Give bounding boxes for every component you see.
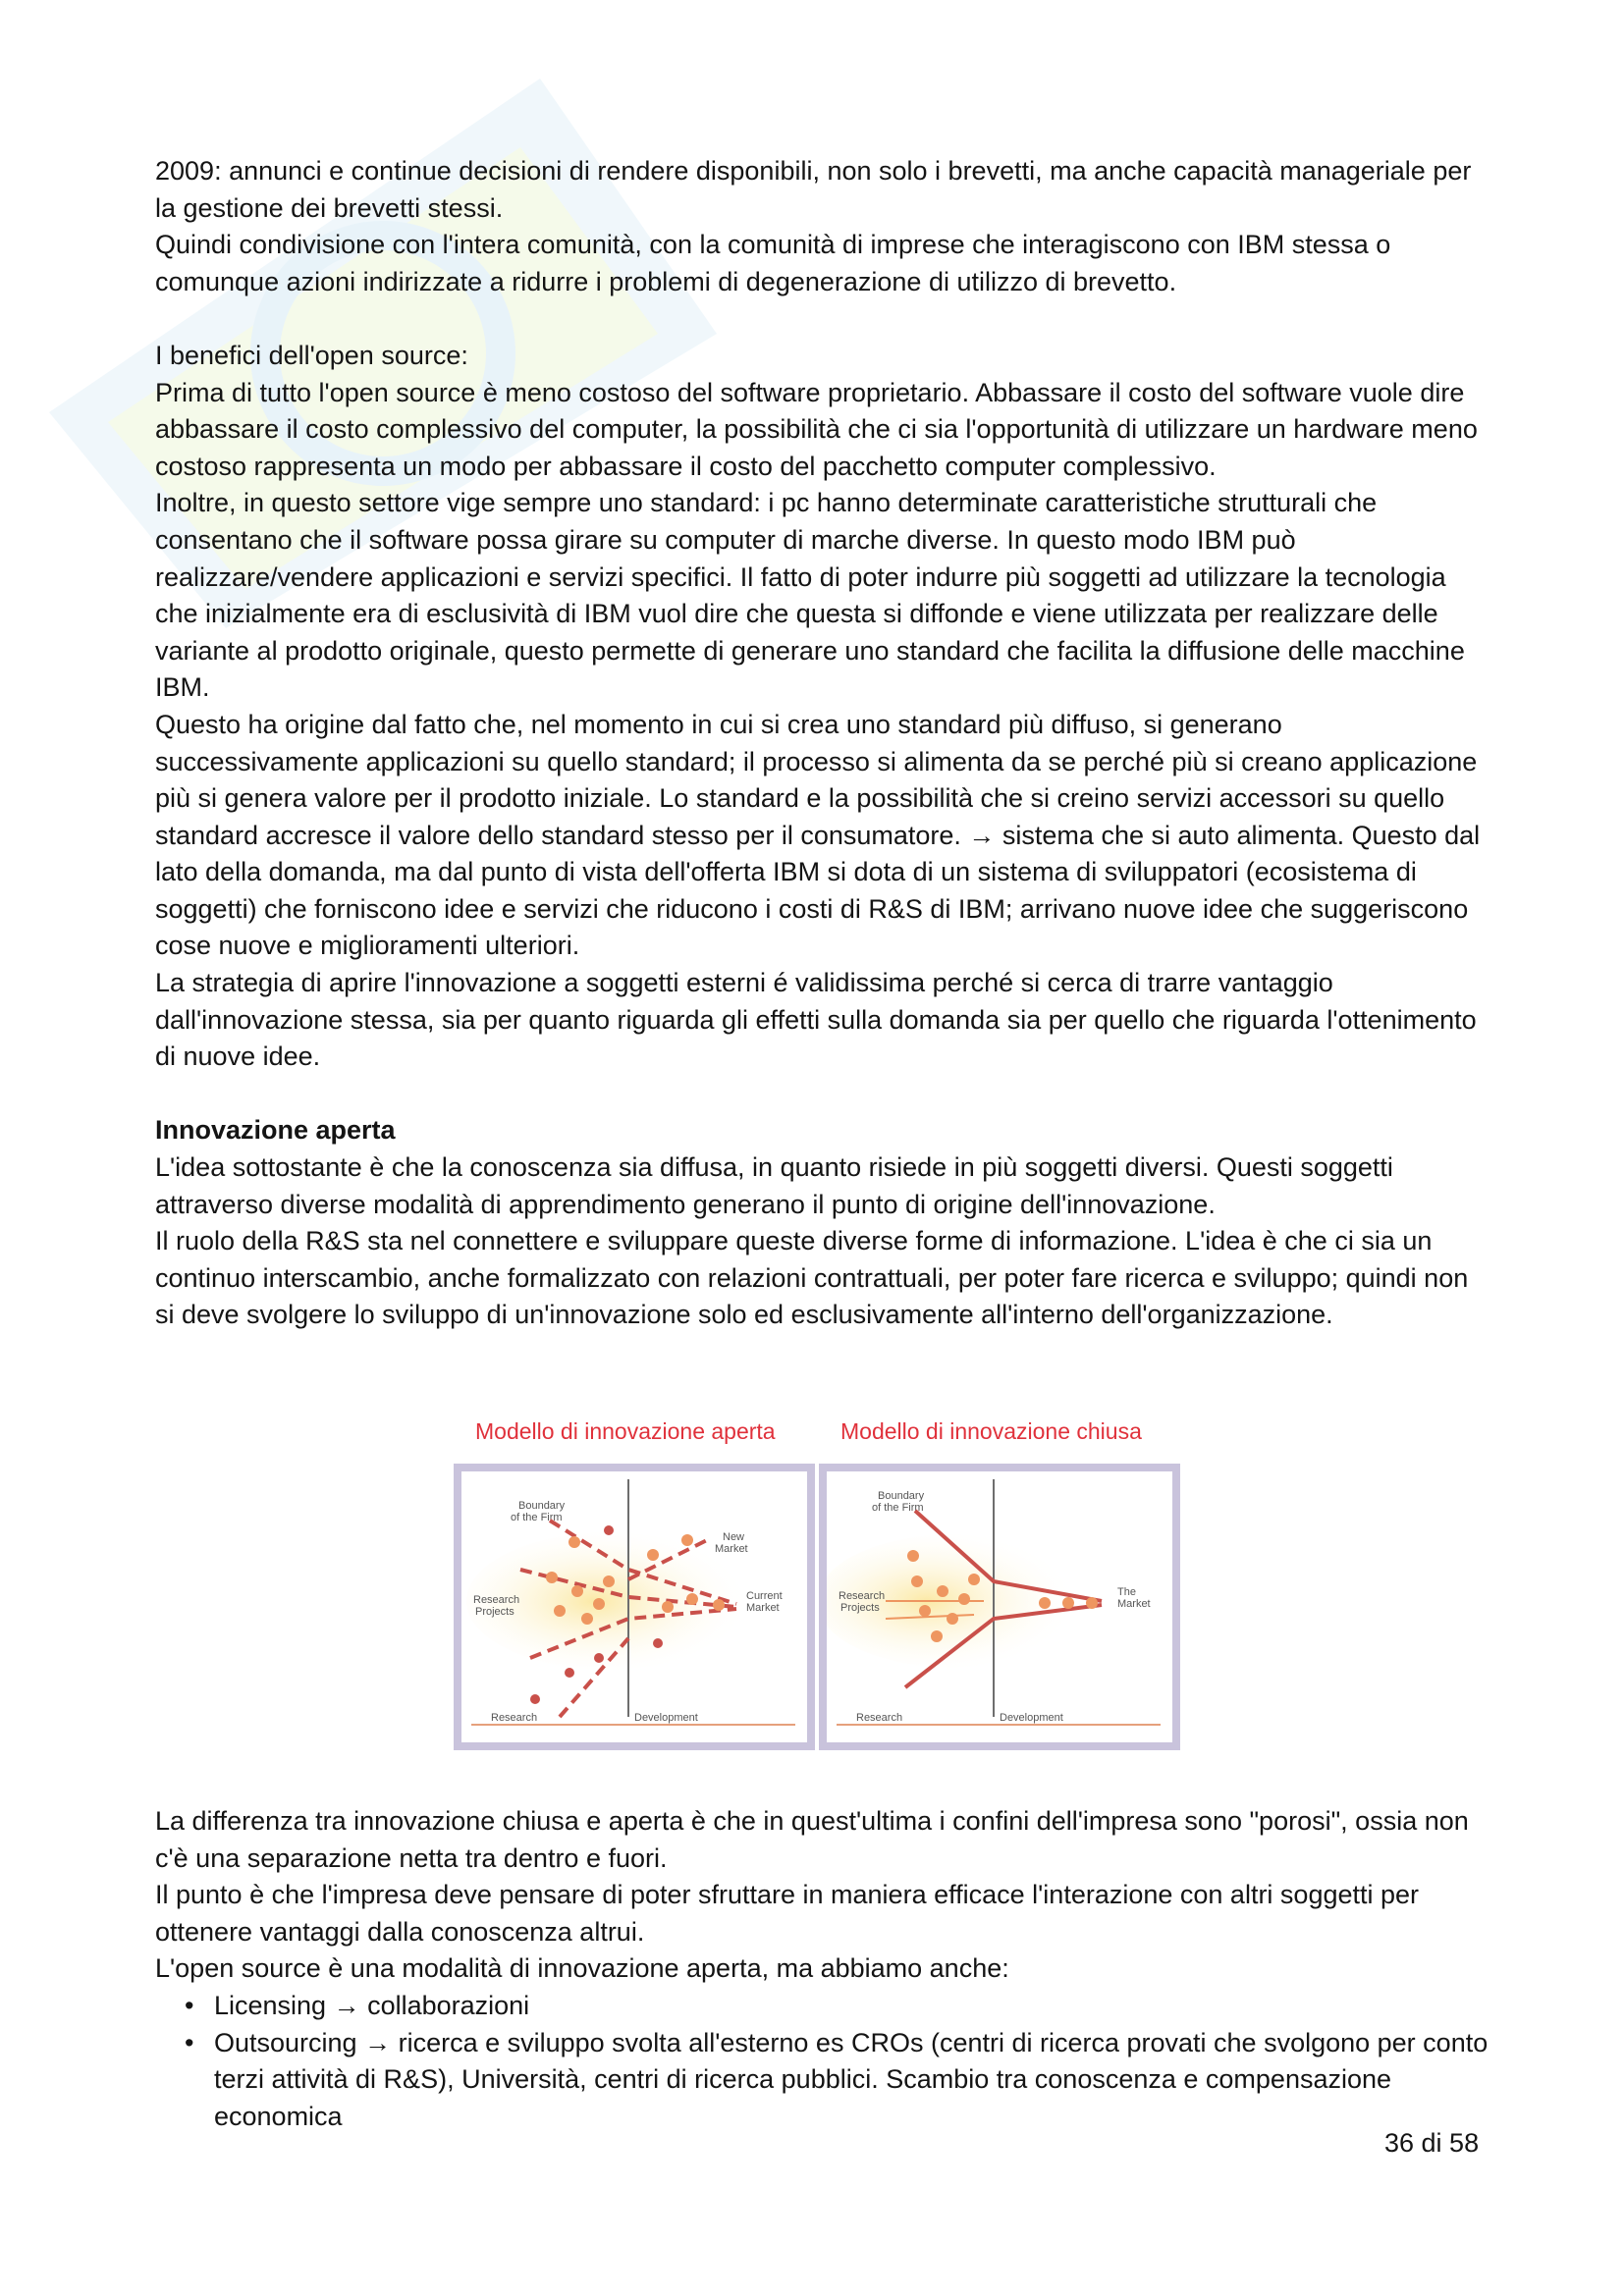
- boundary-label: of the Firm: [511, 1512, 563, 1523]
- paragraph: La differenza tra innovazione chiusa e aperta è che in quest'ultima i confini dell'impresa sono "porosi", ossia non c'è una separazione netta tra dentro e fuori.: [155, 1806, 1469, 1873]
- bullet-list: [155, 1988, 1490, 2135]
- boundary-label: of the Firm: [872, 1502, 924, 1514]
- research-label: Projects: [840, 1602, 880, 1614]
- innovation-models-figure: [454, 1418, 1180, 1772]
- research-label: Research: [839, 1590, 886, 1602]
- closed-model-svg: [827, 1471, 1172, 1742]
- axis-development-label: Development: [1000, 1712, 1063, 1724]
- page-number: 36 di 58: [1384, 2128, 1480, 2158]
- boundary-label: Boundary: [878, 1490, 925, 1502]
- open-model-diagram: [454, 1464, 815, 1750]
- paragraph: L'idea sottostante è che la conoscenza sia diffusa, in quanto risiede in più soggetti diversi. Questi soggetti attraverso diverse modalità di apprendimento generano il punto di origine dell'innovazione.: [155, 1152, 1393, 1219]
- research-label: Research: [473, 1594, 520, 1606]
- axis-development-label: Development: [634, 1712, 698, 1724]
- boundary-label: Boundary: [518, 1500, 566, 1512]
- research-label: Projects: [475, 1606, 514, 1618]
- closed-model-diagram: [819, 1464, 1180, 1750]
- axis-research-label: Research: [856, 1712, 903, 1724]
- open-model-title: Modello di innovazione aperta: [475, 1418, 776, 1444]
- current-market-label: Market: [746, 1602, 780, 1614]
- paragraph: Inoltre, in questo settore vige sempre uno standard: i pc hanno determinate caratteristiche strutturali che consentano che il software possa girare su computer di marche diverse. In questo modo IBM può realizzare/vendere applicazioni e servizi specifici. Il fatto di poter indurre più soggetti ad utilizzare la tecnologia che inizialmente era di esclusività di IBM vuol dire che questa si diffonde e viene utilizzata per realizzare delle variante al prodotto originale, questo permette di generare uno standard che facilita la diffusione delle macchine IBM.: [155, 488, 1465, 703]
- open-model-svg: [461, 1471, 807, 1742]
- paragraph: Quindi condivisione con l'intera comunità, con la comunità di imprese che interagiscono con IBM stessa o comunque azioni indirizzate a ridurre i problemi di degenerazione di utilizzo di brevetto.: [155, 230, 1391, 296]
- list-item: • Licensing → collaborazioni: [155, 1988, 1490, 2025]
- paragraph: Questo ha origine dal fatto che, nel momento in cui si crea uno standard più diffuso, si generano successivamente applicazioni su quello standard; il processo si alimenta da se perché più si creano applicazione più si genera valore per il prodotto iniziale. Lo standard e la possibilità che si creino servizi accessori su quello standard accresce il valore dello standard stesso per il consumatore. → sistema che si auto alimenta. Questo dal lato della domanda, ma dal punto di vista dell'offerta IBM si dota di un sistema di sviluppatori (ecosistema di soggetti) che forniscono idee e servizi che riducono i costi di R&S di IBM; arrivano nuove idee che suggeriscono cose nuove e miglioramenti ulteriori.: [155, 709, 1481, 961]
- list-item: • Outsourcing → ricerca e sviluppo svolta all'esterno es CROs (centri di ricerca provati che svolgono per conto terzi attività di R&S), Università, centri di ricerca pubblici. Scambio tra conoscenza e compensazione economica: [155, 2025, 1490, 2136]
- current-market-label: Current: [746, 1590, 783, 1602]
- paragraph: 2009: annunci e continue decisioni di rendere disponibili, non solo i brevetti, ma anche capacità manageriale per la gestione dei brevetti stessi.: [155, 156, 1472, 223]
- market-label: The: [1117, 1586, 1136, 1598]
- closed-model-title: Modello di innovazione chiusa: [840, 1418, 1142, 1444]
- new-market-label: Market: [715, 1543, 748, 1555]
- axis-research-label: Research: [491, 1712, 538, 1724]
- paragraph: La strategia di aprire l'innovazione a soggetti esterni é validissima perché si cerca di trarre vantaggio dall'innovazione stessa, sia per quanto riguarda gli effetti sulla domanda sia per quello che riguarda l'ottenimento di nuove idee.: [155, 968, 1477, 1072]
- paragraph: I benefici dell'open source:: [155, 340, 468, 370]
- section-heading: Innovazione aperta: [155, 1115, 396, 1146]
- paragraph: Prima di tutto l'open source è meno costoso del software proprietario. Abbassare il costo del software vuole dire abbassare il costo complessivo del computer, la possibilità che ci sia l'opportunità di utilizzare un hardware meno costoso rappresenta un modo per abbassare il costo del pacchetto computer complessivo.: [155, 377, 1478, 481]
- paragraph: Il punto è che l'impresa deve pensare di poter sfruttare in maniera efficace l'interazione con altri soggetti per ottenere vantaggi dalla conoscenza altrui.: [155, 1880, 1420, 1947]
- market-label: Market: [1117, 1598, 1151, 1610]
- new-market-label: New: [723, 1531, 745, 1543]
- paragraph: L'open source è una modalità di innovazione aperta, ma abbiamo anche:: [155, 1953, 1009, 1984]
- body-text-bottom: [155, 1803, 1490, 2135]
- body-text-top: [155, 153, 1490, 1334]
- paragraph: Il ruolo della R&S sta nel connettere e sviluppare queste diverse forme di informazione. L'idea è che ci sia un continuo interscambio, anche formalizzato con relazioni contrattuali, per poter fare ricerca e sviluppo; quindi non si deve svolgere lo sviluppo di un'innovazione solo ed esclusivamente all'interno dell'organizzazione.: [155, 1226, 1469, 1330]
